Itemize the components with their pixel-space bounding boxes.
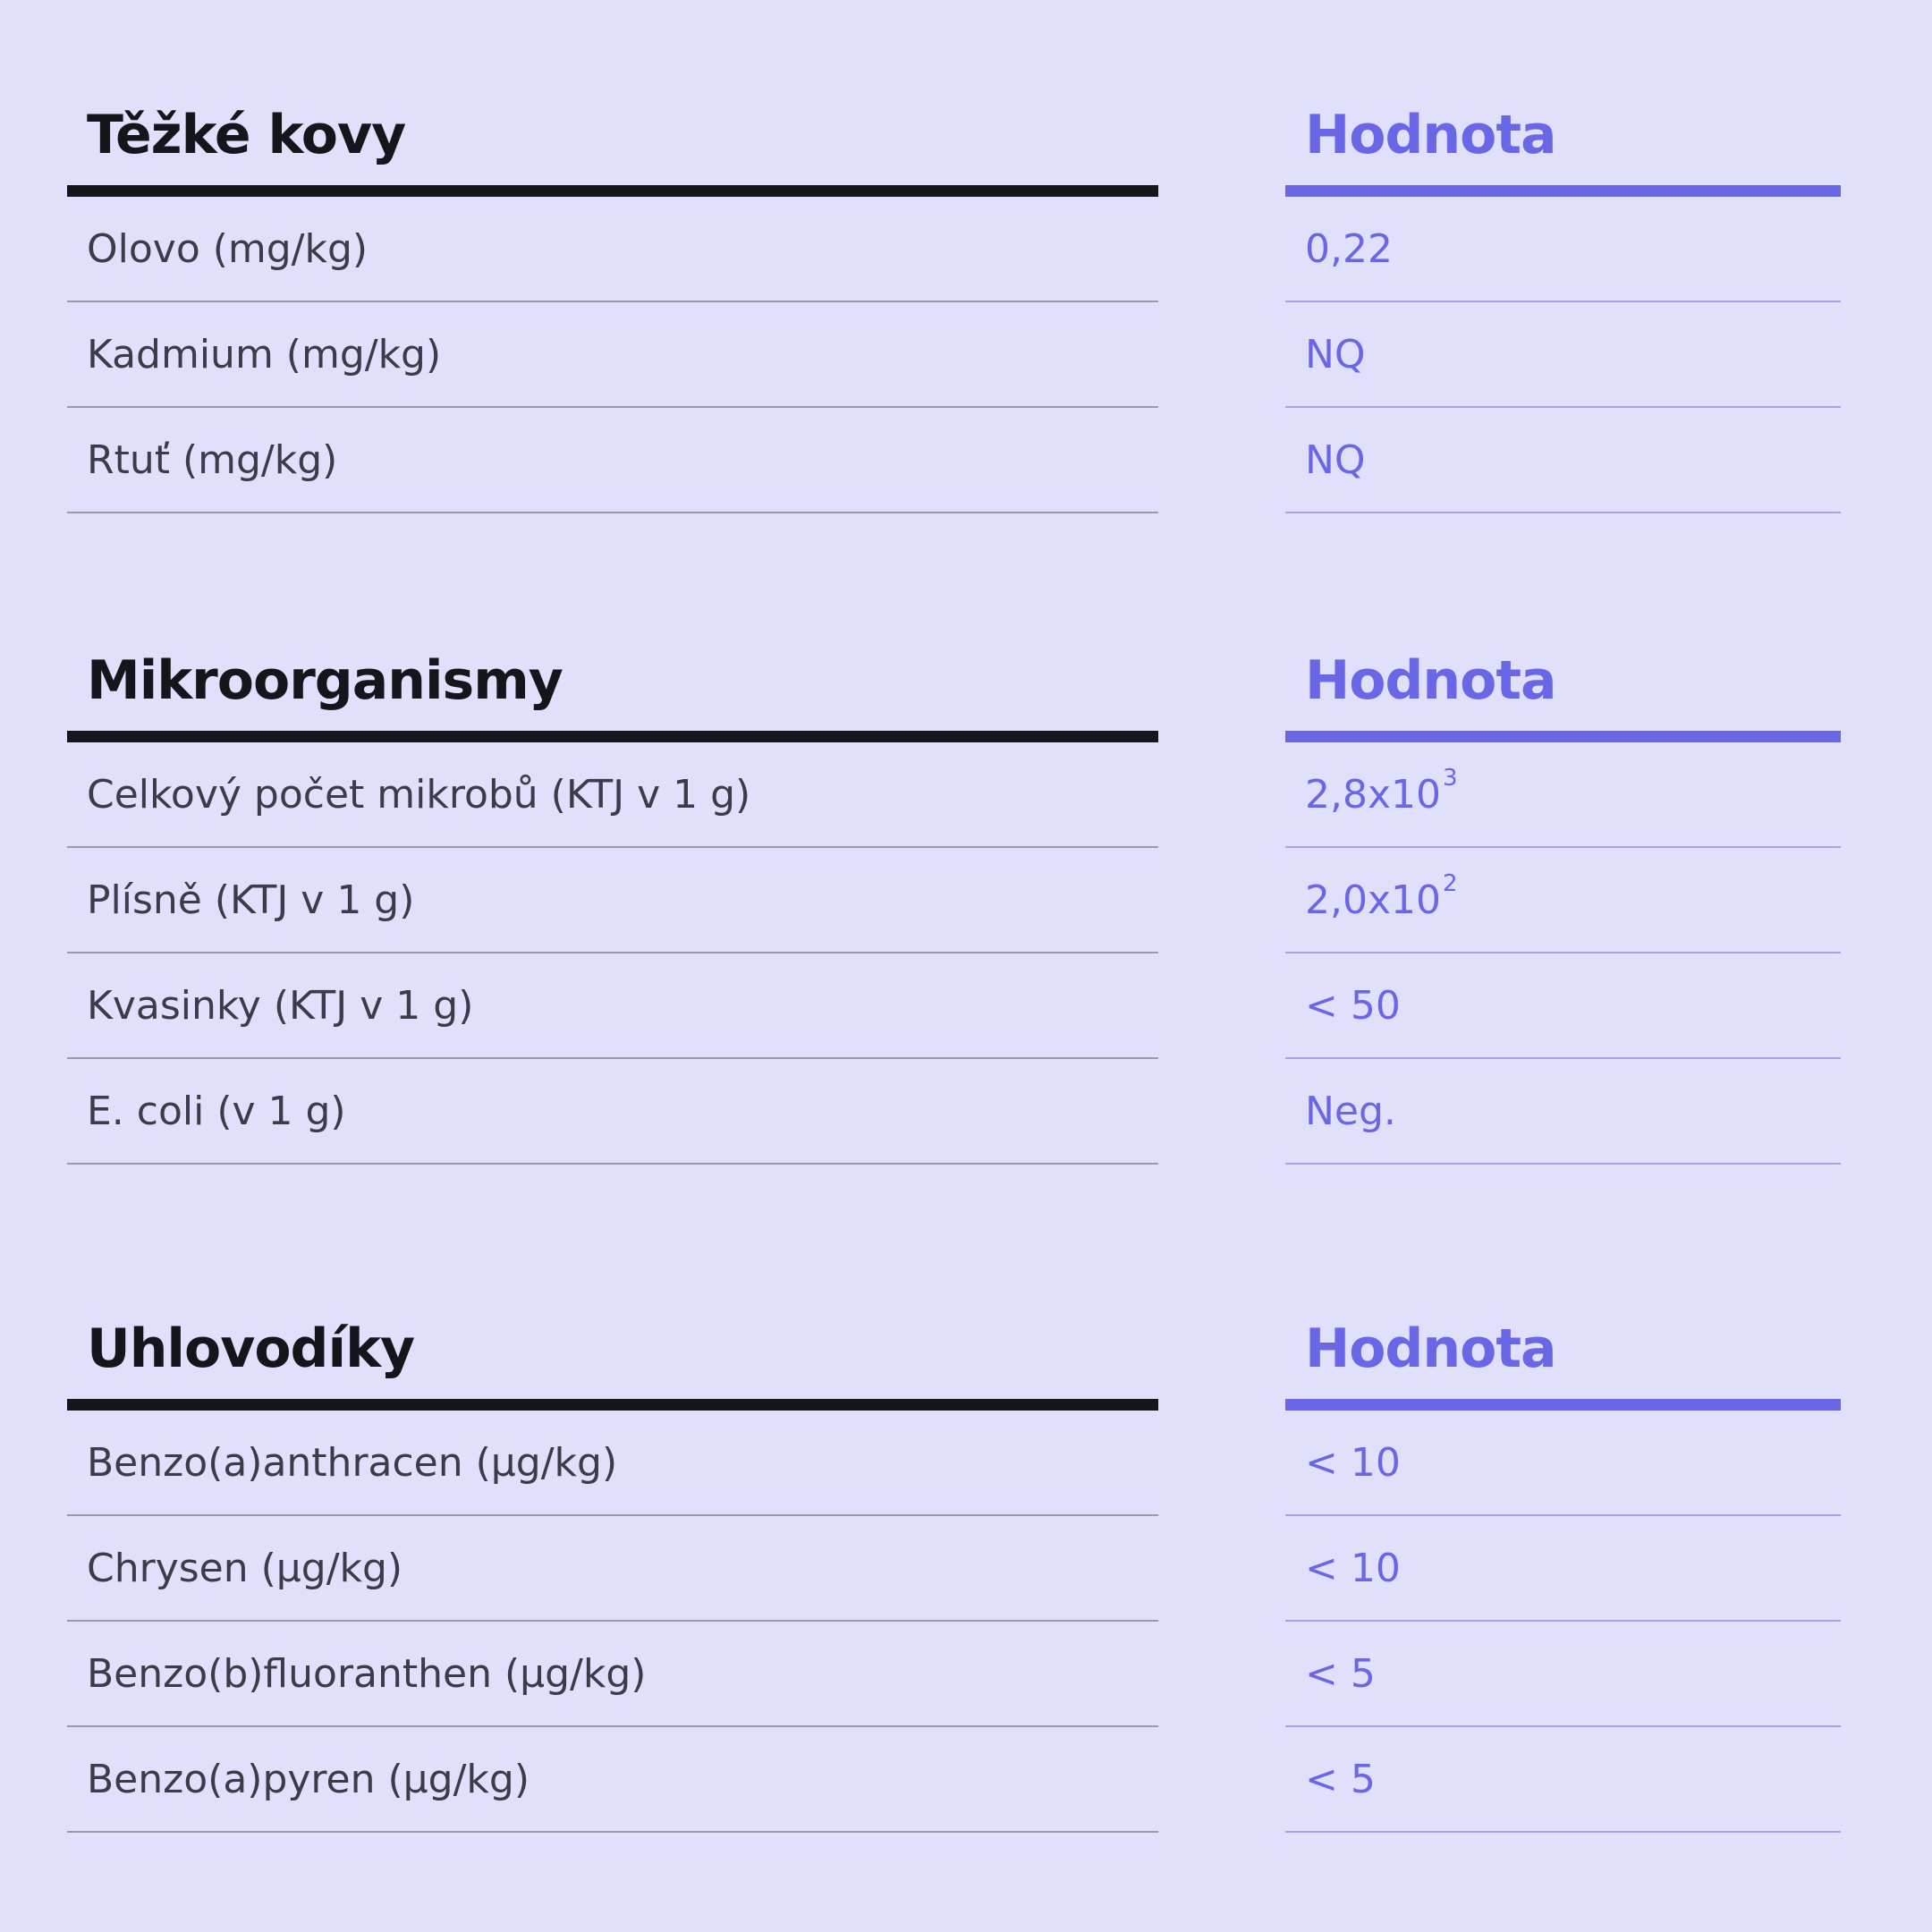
- table-row: [67, 848, 1158, 953]
- header-rule: [1285, 185, 1841, 197]
- section-title: Uhlovodíky: [87, 1318, 415, 1380]
- parameter-label: Benzo(b)fluoranthen (µg/kg): [87, 1650, 647, 1697]
- value-column: [1285, 63, 1841, 513]
- value-cell: [1305, 953, 1402, 1057]
- table-row: [67, 1411, 1158, 1516]
- header-rule: [1285, 1399, 1841, 1411]
- value-cell: [1305, 742, 1458, 846]
- table-row: [67, 1622, 1158, 1727]
- value-exponent: 3: [1443, 765, 1458, 792]
- parameter-label: Benzo(a)anthracen (µg/kg): [87, 1439, 618, 1486]
- parameter-label: Plísně (KTJ v 1 g): [87, 877, 415, 923]
- table-row: [67, 1516, 1158, 1622]
- value-column: [1285, 1276, 1841, 1833]
- value-text: NQ: [1305, 436, 1366, 483]
- table-row: [1285, 953, 1841, 1059]
- table-row: [1285, 848, 1841, 953]
- table-row: [1285, 1622, 1841, 1727]
- parameter-label: E. coli (v 1 g): [87, 1088, 346, 1134]
- value-cell: [1305, 1516, 1402, 1620]
- value-cell: [1305, 1411, 1402, 1514]
- value-text: NQ: [1305, 331, 1366, 377]
- value-text: < 5: [1305, 1650, 1376, 1697]
- value-cell: [1305, 302, 1368, 406]
- section-title: Mikroorganismy: [87, 649, 563, 712]
- table-row: [67, 1059, 1158, 1165]
- value-text: < 5: [1305, 1756, 1376, 1802]
- table-row: [1285, 1059, 1841, 1165]
- value-header-title: Hodnota: [1305, 649, 1556, 712]
- value-cell: [1305, 1059, 1398, 1163]
- parameter-label: Kvasinky (KTJ v 1 g): [87, 982, 474, 1029]
- value-cell: [1305, 1622, 1377, 1725]
- section-header: [67, 63, 1158, 197]
- parameter-label: Chrysen (µg/kg): [87, 1545, 403, 1591]
- header-rule: [67, 731, 1158, 742]
- table-row: [67, 302, 1158, 408]
- header-rule: [1285, 731, 1841, 742]
- parameter-label: Celkový počet mikrobů (KTJ v 1 g): [87, 771, 751, 818]
- header-rule: [67, 1399, 1158, 1411]
- table-row: [1285, 742, 1841, 848]
- parameter-column: [67, 1276, 1158, 1833]
- section-header: [67, 1276, 1158, 1411]
- value-header-title: Hodnota: [1305, 104, 1556, 166]
- value-header-title: Hodnota: [1305, 1318, 1556, 1380]
- parameter-label: Rtuť (mg/kg): [87, 436, 338, 483]
- value-cell: [1305, 848, 1458, 952]
- table-row: [67, 742, 1158, 848]
- table-row: [1285, 1516, 1841, 1622]
- section-title: Těžké kovy: [87, 104, 406, 166]
- parameter-label: Kadmium (mg/kg): [87, 331, 442, 377]
- table-row: [67, 197, 1158, 302]
- value-text: < 10: [1305, 1545, 1401, 1591]
- table-row: [1285, 197, 1841, 302]
- value-header: [1285, 608, 1841, 742]
- value-text: 2,0x10: [1305, 877, 1442, 923]
- value-column: [1285, 608, 1841, 1165]
- table-row: [1285, 1411, 1841, 1516]
- table-row: [67, 408, 1158, 513]
- parameter-column: [67, 63, 1158, 513]
- value-text: 0,22: [1305, 225, 1393, 272]
- value-cell: [1305, 1727, 1377, 1831]
- value-cell: [1305, 408, 1368, 512]
- header-rule: [67, 185, 1158, 197]
- value-text: < 10: [1305, 1439, 1401, 1486]
- table-row: [1285, 1727, 1841, 1833]
- value-header: [1285, 1276, 1841, 1411]
- value-text: 2,8x10: [1305, 771, 1442, 818]
- value-header: [1285, 63, 1841, 197]
- table-row: [67, 953, 1158, 1059]
- table-row: [1285, 302, 1841, 408]
- table-row: [67, 1727, 1158, 1833]
- parameter-column: [67, 608, 1158, 1165]
- parameter-label: Benzo(a)pyren (µg/kg): [87, 1756, 530, 1802]
- value-text: < 50: [1305, 982, 1401, 1029]
- parameter-label: Olovo (mg/kg): [87, 225, 369, 272]
- value-exponent: 2: [1443, 870, 1458, 897]
- table-row: [1285, 408, 1841, 513]
- section-header: [67, 608, 1158, 742]
- value-cell: [1305, 197, 1394, 301]
- value-text: Neg.: [1305, 1088, 1396, 1134]
